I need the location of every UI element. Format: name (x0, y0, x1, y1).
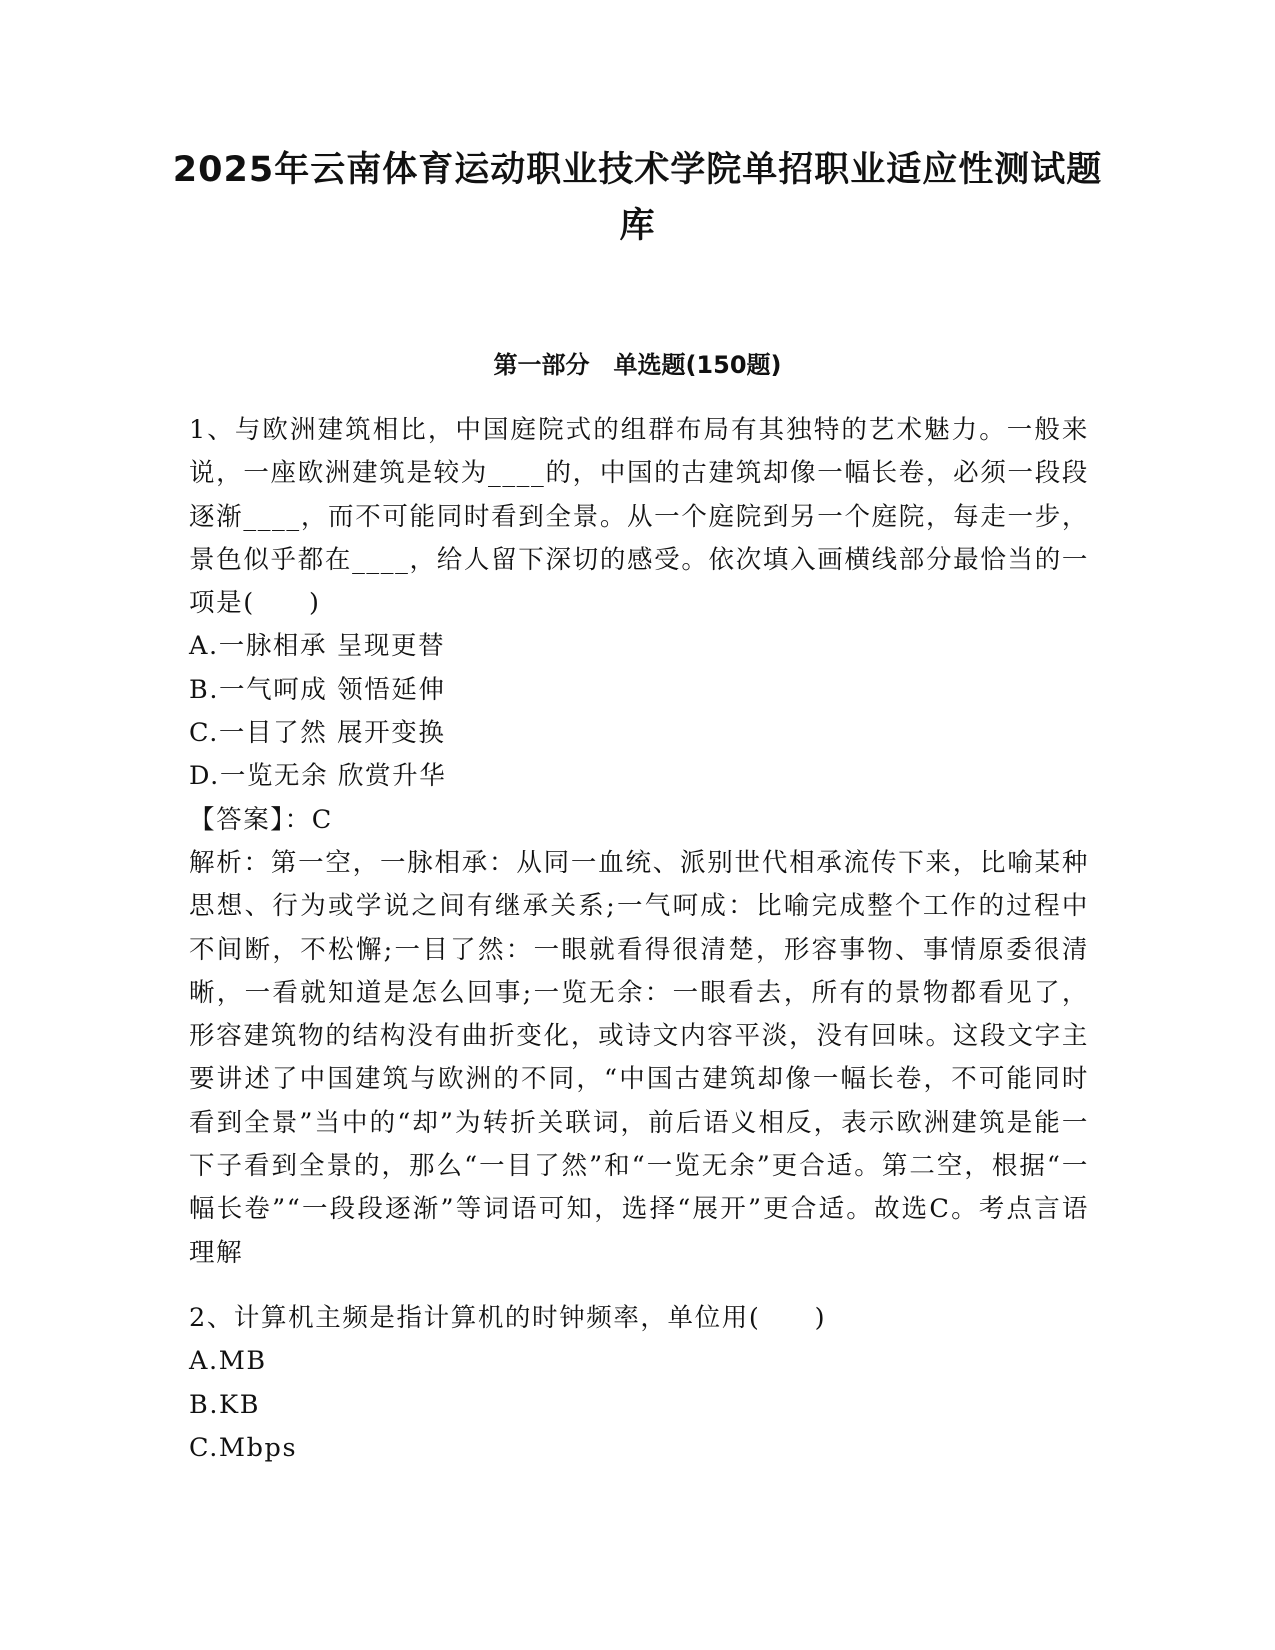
option-c: C.Mbps (189, 1432, 298, 1463)
option-b: B.KB (189, 1389, 261, 1420)
option-b: B.一气呵成 领悟延伸 (189, 674, 446, 705)
option-a: A.MB (189, 1346, 267, 1377)
option-d: D.一览无余 欣赏升华 (189, 761, 447, 792)
question-stem: 2、计算机主频是指计算机的时钟频率，单位用( ) (189, 1303, 827, 1333)
question-1 (189, 409, 1089, 1275)
question-2 (189, 1297, 1089, 1470)
question-stem: 1、与欧洲建筑相比，中国庭院式的组群布局有其独特的艺术魅力。一般来说，一座欧洲建筑是较为____的，中国的古建筑却像一幅长卷，必须一段段逐渐____，而不可能同时看到全景。从一个庭院到另一个庭院，每走一步，景色似乎都在____，给人留下深切的感受。依次填入画横线部分最恰当的一项是( ) (189, 415, 1089, 619)
document-title: 2025年云南体育运动职业技术学院单招职业适应性测试题库 (172, 150, 1103, 246)
option-a: A.一脉相承 呈现更替 (189, 631, 446, 662)
answer-explanation: 解析：第一空，一脉相承：从同一血统、派别世代相承流传下来，比喻某种思想、行为或学说之间有继承关系;一气呵成：比喻完成整个工作的过程中不间断，不松懈;一目了然：一眼就看得很清楚，形容事物、事情原委很清晰，一看就知道是怎么回事;一览无余：一眼看去，所有的景物都看见了，形容建筑物的结构没有曲折变化，或诗文内容平淡，没有回味。这段文字主要讲述了中国建筑与欧洲的不同，“中国古建筑却像一幅长卷，不可能同时看到全景”当中的“却”为转折关联词，前后语义相反，表示欧洲建筑是能一下子看到全景的，那么“一目了然”和“一览无余”更合适。第二空，根据“一幅长卷”“一段段逐渐”等词语可知，选择“展开”更合适。故选C。考点言语理解 (189, 847, 1089, 1268)
answer-label: 【答案】：C (189, 804, 333, 835)
option-c: C.一目了然 展开变换 (189, 718, 446, 749)
section-title: 第一部分 单选题(150题) (493, 351, 782, 379)
